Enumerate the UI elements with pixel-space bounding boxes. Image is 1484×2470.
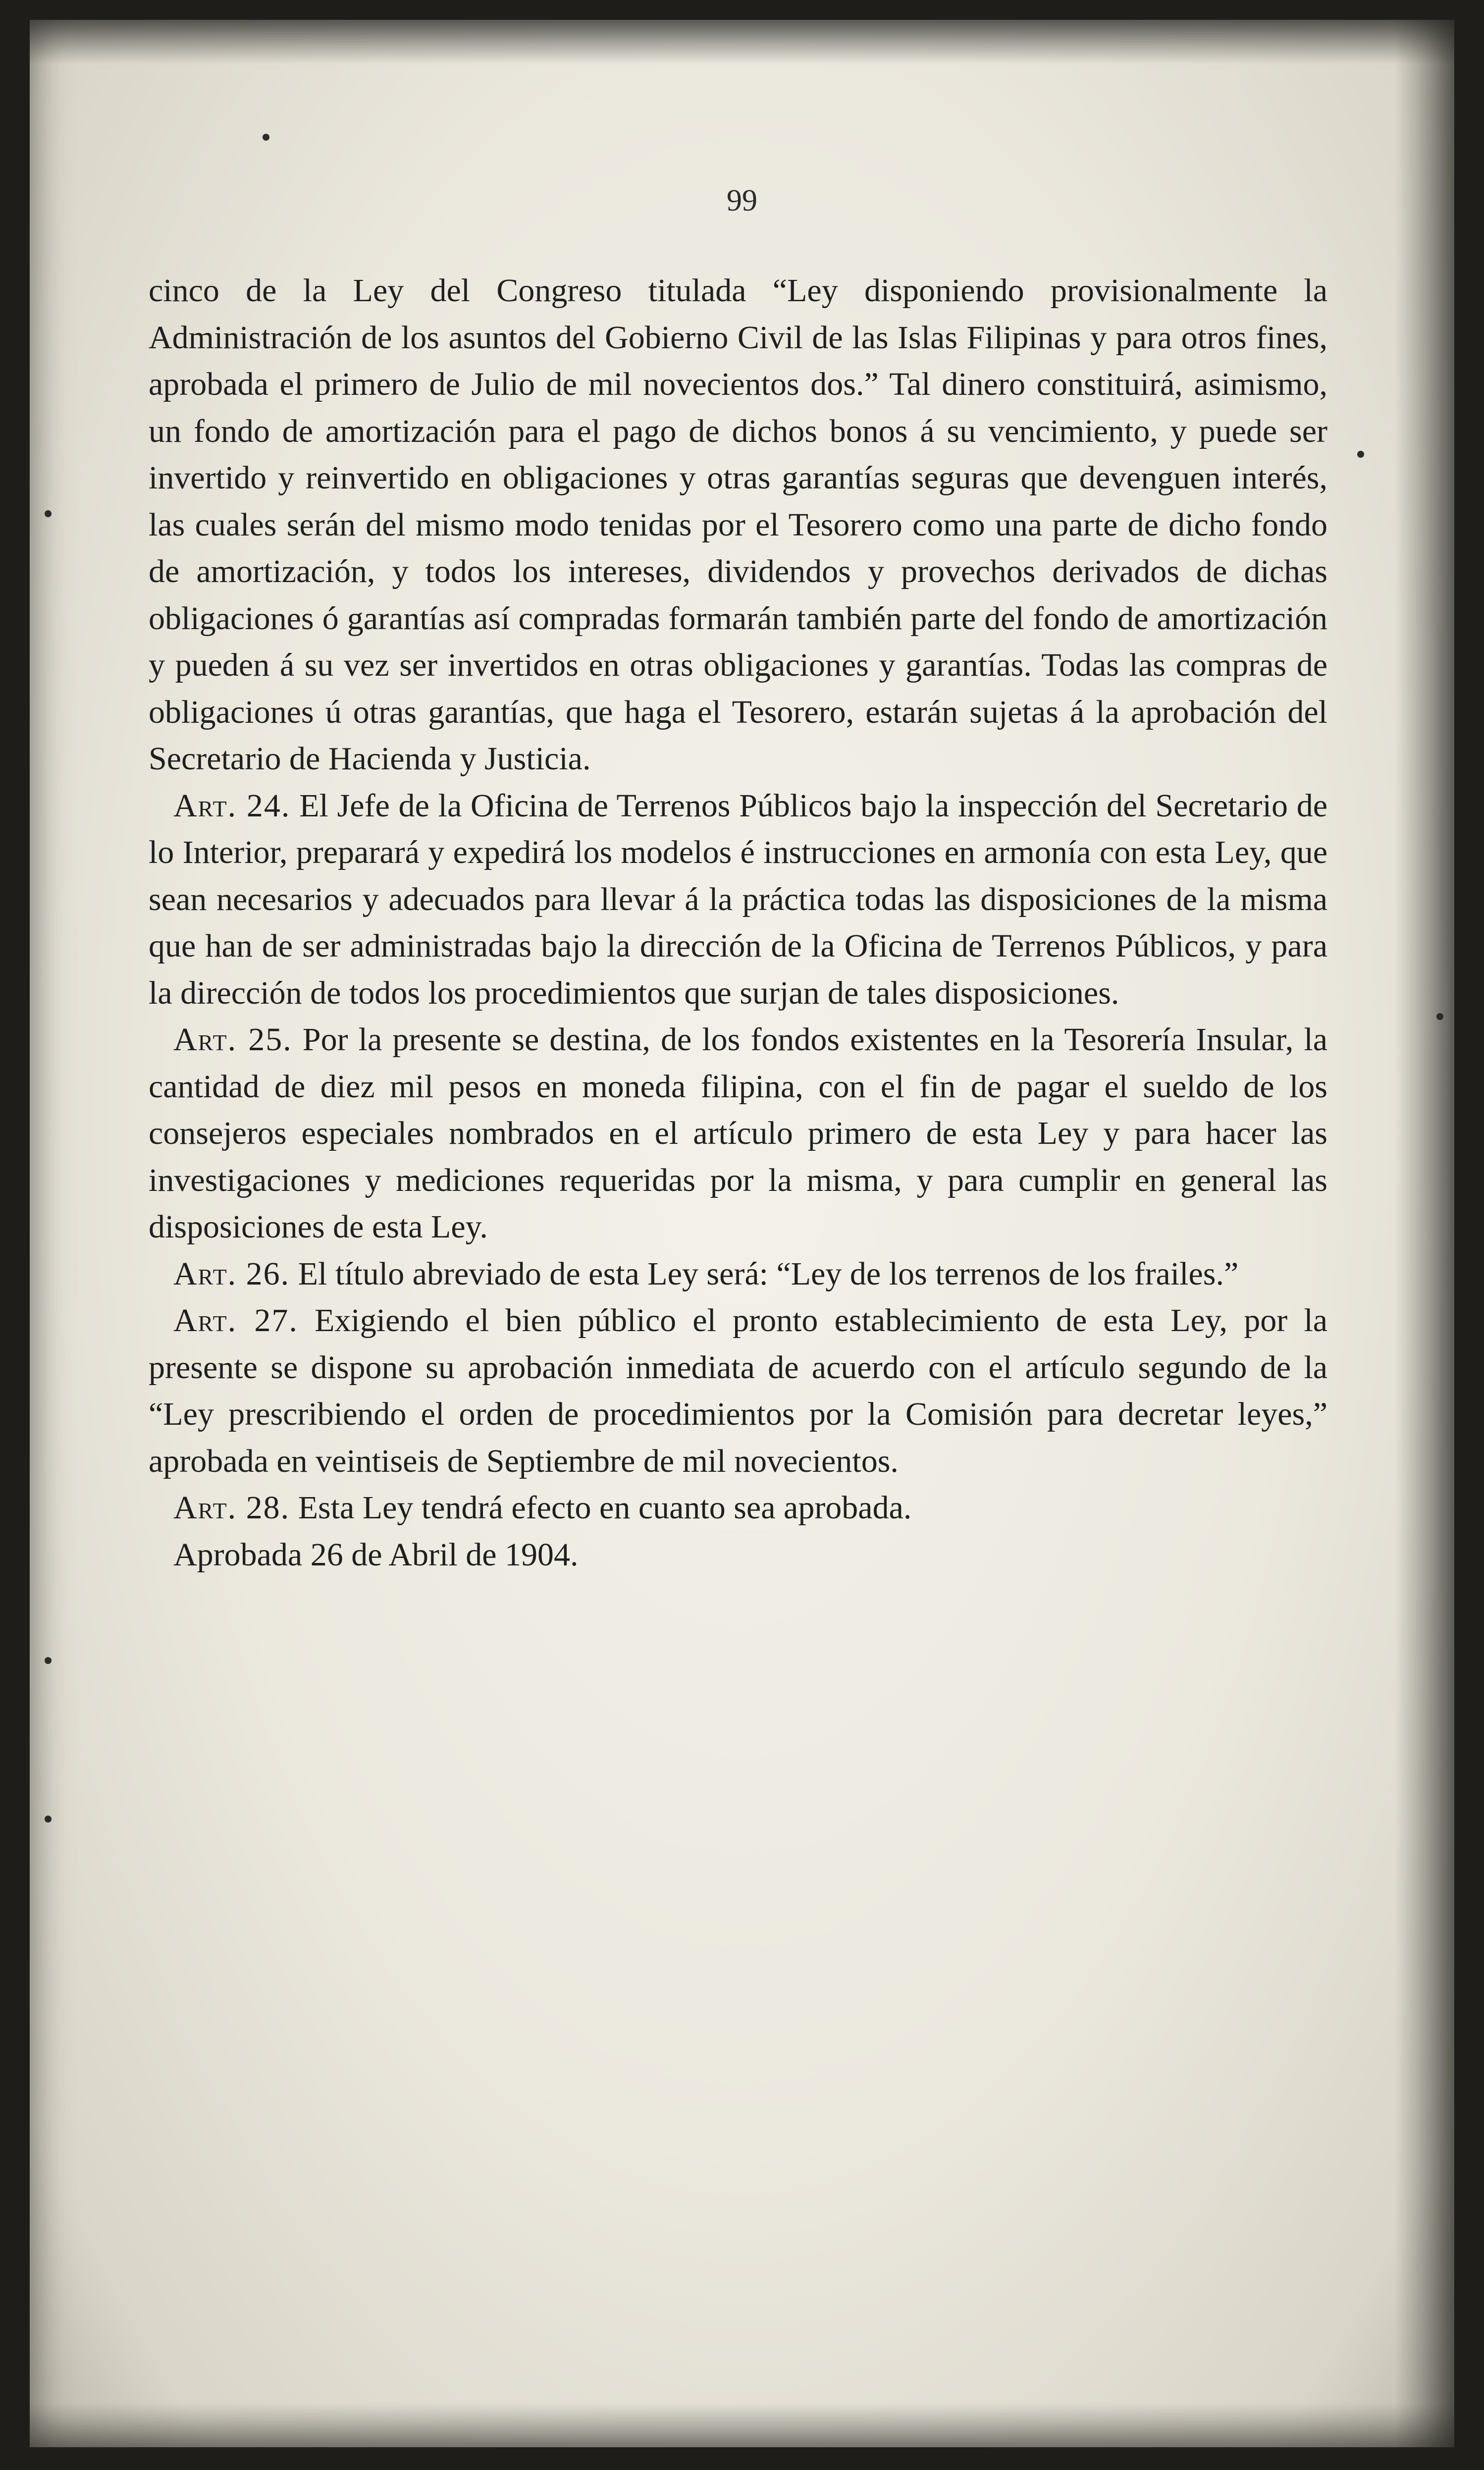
article-28 <box>149 1485 1327 1532</box>
article-text: Esta Ley tendrá efecto en cuanto sea aprobada. <box>298 1490 912 1526</box>
page-shadow-bottom <box>30 2403 1454 2447</box>
article-27 <box>149 1297 1327 1485</box>
article-label: Art. 26. <box>173 1255 290 1292</box>
body-text <box>149 268 1327 1578</box>
page-shadow-top <box>30 20 1454 64</box>
ink-speck <box>263 134 269 141</box>
article-label: Art. 24. <box>173 787 291 824</box>
ink-speck <box>1357 451 1364 458</box>
article-text: El Jefe de la Oficina de Terrenos Públicos bajo la inspección del Secretario de lo Interior, preparará y expedirá los modelos é instrucciones en armonía con esta Ley, que sean necesarios y adecuados para llevar á la práctica todas las disposiciones de la misma que han de ser administradas bajo la dirección de la Oficina de Terrenos Públicos, y para la dirección de todos los procedimientos que surjan de tales disposiciones. <box>149 787 1327 1011</box>
article-label: Art. 27. <box>173 1302 298 1339</box>
ink-speck <box>1436 1013 1443 1020</box>
ink-speck <box>45 510 52 517</box>
ink-speck <box>45 1816 52 1823</box>
article-25 <box>149 1017 1327 1251</box>
ink-speck <box>45 1657 52 1664</box>
article-26 <box>149 1251 1327 1298</box>
page-number: 99 <box>727 184 757 217</box>
approval-text: Aprobada 26 de Abril de 1904. <box>173 1536 579 1573</box>
article-label: Art. 25. <box>173 1021 292 1058</box>
scanned-page <box>30 20 1454 2447</box>
article-24 <box>149 783 1327 1017</box>
article-text: El título abreviado de esta Ley será: “Ley de los terrenos de los frailes.” <box>298 1255 1239 1292</box>
approval-date <box>149 1532 1327 1579</box>
article-text: Por la presente se destina, de los fondos existentes en la Tesorería Insular, la cantidad de diez mil pesos en moneda filipina, con el fin de pagar el sueldo de los consejeros especiales nombrados en el artículo primero de esta Ley y para hacer las investigaciones y mediciones requeridas por la misma, y para cumplir en general las disposiciones de esta Ley. <box>149 1021 1327 1245</box>
article-text: Exigiendo el bien público el pronto establecimiento de esta Ley, por la presente se dispone su aprobación inmediata de acuerdo con el artículo segundo de la “Ley prescribiendo el orden de procedimientos por la Comisión para decretar leyes,” aprobada en veintiseis de Septiembre de mil novecientos. <box>149 1302 1328 1479</box>
paragraph-text: cinco de la Ley del Congreso titulada “Ley disponiendo provisionalmente la Administración de los asuntos del Gobierno Civil de las Islas Filipinas y para otros fines, aprobada el primero de Julio de mil novecientos dos.” Tal dinero constituirá, asimismo, un fondo de amortización para el pago de dichos bonos á su vencimiento, y puede ser invertido y reinvertido en obligaciones y otras garantías seguras que devenguen interés, las cuales serán del mismo modo tenidas por el Tesorero como una parte de dicho fondo de amortización, y todos los intereses, dividendos y provechos derivados de dichas obligaciones ó garantías así compradas formarán también parte del fondo de amortización y pueden á su vez ser invertidos en otras obligaciones y garantías. Todas las compras de obligaciones ú otras garantías, que haga el Tesorero, estarán sujetas á la aprobación del Secretario de Hacienda y Justicia. <box>149 272 1327 777</box>
paragraph-continuation <box>149 268 1327 783</box>
article-label: Art. 28. <box>173 1490 290 1526</box>
page-shadow-right <box>1395 20 1454 2447</box>
